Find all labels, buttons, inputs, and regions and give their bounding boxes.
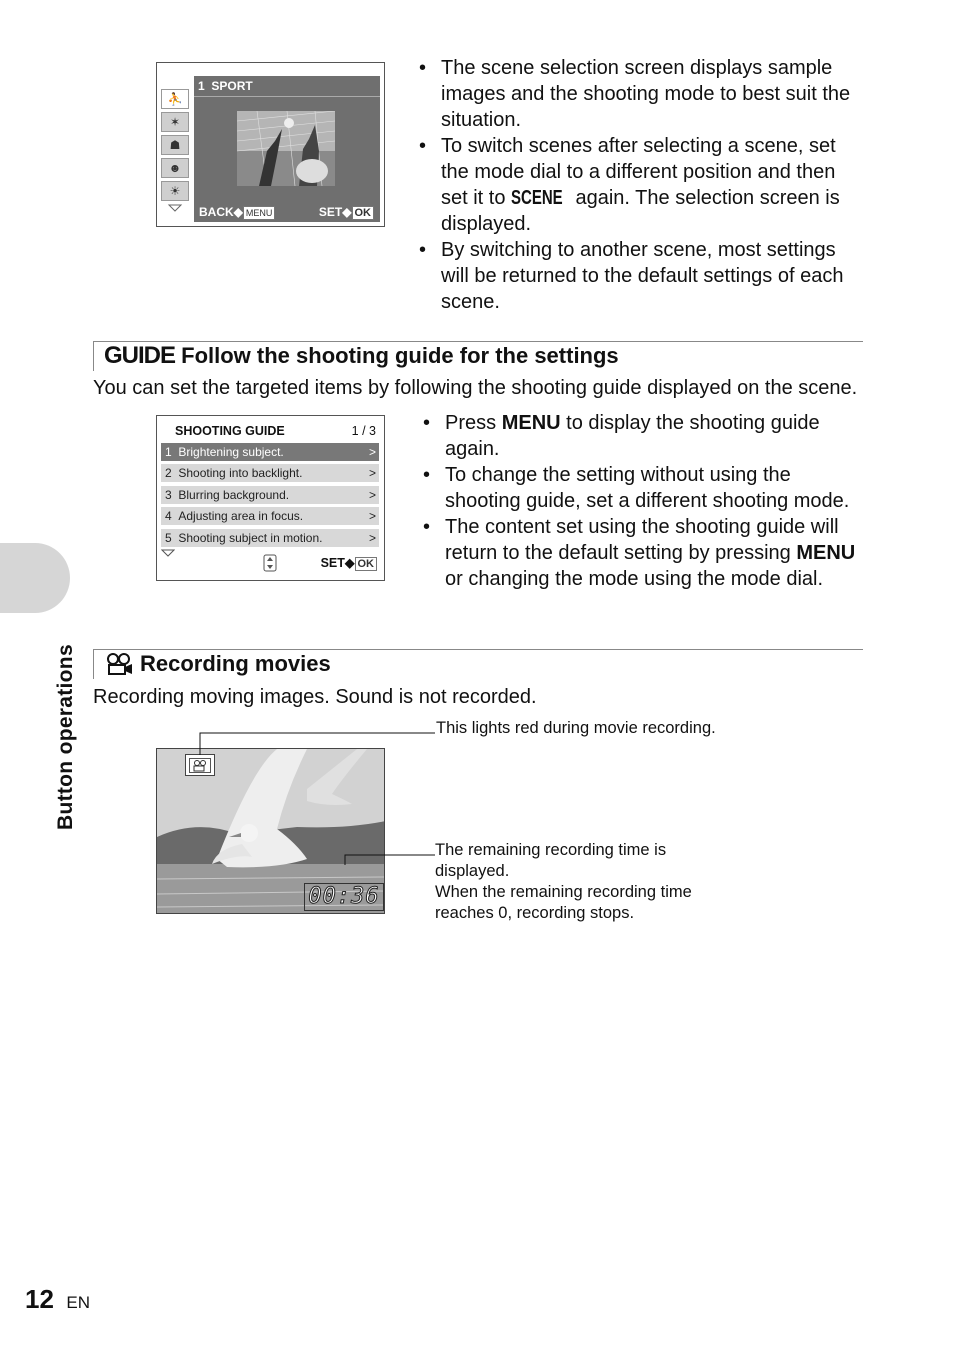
candle-scene-icon: ☻ — [161, 158, 189, 178]
section-tab — [0, 543, 70, 613]
list-item[interactable]: 5 Shooting subject in motion. > — [161, 529, 379, 547]
language-code: EN — [66, 1293, 90, 1312]
movie-camera-icon — [104, 652, 134, 676]
indoor-scene-icon: ☗ — [161, 135, 189, 155]
scene-mode-symbol: SCENE — [511, 187, 563, 209]
callout-remaining-time: The remaining recording time is displayed. When the remaining recording time reaches 0, recording stops. — [435, 841, 692, 922]
guide-icon: GUIDE — [104, 342, 176, 369]
guide-intro: You can set the targeted items by following the shooting guide displayed on the scene. — [93, 377, 858, 399]
sunset-scene-icon: ☀ — [161, 181, 189, 201]
scene-title: 1 SPORT — [198, 79, 253, 93]
section-label: Button operations — [54, 644, 77, 830]
list-item[interactable]: 4 Adjusting area in focus. > — [161, 507, 379, 525]
list-item[interactable]: 1 Brightening subject. > — [161, 443, 379, 461]
shooting-guide-screen — [156, 415, 385, 581]
list-item: • The scene selection screen displays sample images and the shooting mode to best suit the situation. — [417, 55, 862, 133]
ok-key-icon: OK — [352, 206, 375, 220]
scene-footer-bar: BACK◆ MENU SET◆ OK — [194, 203, 380, 222]
movie-section-title: Recording movies — [140, 651, 331, 676]
ok-key-icon: OK — [355, 557, 378, 571]
callout-lines — [195, 725, 440, 865]
page-footer — [25, 1284, 90, 1315]
guide-section-title: GUIDE Follow the shooting guide for the settings — [104, 342, 619, 369]
guide-notes — [421, 410, 866, 592]
list-item[interactable]: 2 Shooting into backlight. > — [161, 464, 379, 482]
sport-scene-icon: ⛹ — [161, 89, 189, 109]
menu-key-icon: MENU — [243, 206, 276, 220]
guide-screen-title: SHOOTING GUIDE — [175, 424, 285, 438]
list-item: • To switch scenes after selecting a scene, set the mode dial to a different position and then set it to SCENE again. The selection screen is displayed. — [417, 133, 862, 237]
list-item: • By switching to another scene, most settings will be returned to the default settings of each scene. — [417, 237, 862, 315]
scene-icon-list — [161, 89, 189, 213]
back-label: BACK — [199, 205, 234, 219]
list-item: • The content set using the shooting guide will return to the default setting by pressing MENU or changing the mode using the mode dial. — [421, 514, 866, 592]
section-divider — [93, 649, 863, 650]
set-label: SET — [318, 205, 343, 219]
scroll-down-icon — [161, 549, 175, 557]
callout-recording-light: This lights red during movie recording. — [436, 719, 716, 737]
sport-sample-image — [237, 111, 335, 186]
list-item[interactable]: 3 Blurring background. > — [161, 486, 379, 504]
scene-notes — [417, 55, 862, 315]
remaining-time-display: 00:36 — [304, 883, 384, 911]
scroll-down-icon — [161, 203, 189, 213]
night-portrait-scene-icon: ✶ — [161, 112, 189, 132]
scene-selection-screen — [156, 62, 385, 227]
page-number: 12 — [25, 1284, 54, 1314]
guide-set-hint: SET◆ OK — [321, 555, 377, 571]
guide-page-indicator: 1 / 3 — [351, 424, 376, 438]
scene-preview-panel — [194, 76, 380, 203]
up-down-arrows-icon — [263, 554, 277, 572]
list-item: • Press MENU to display the shooting guide again. — [421, 410, 866, 462]
list-item: • To change the setting without using the shooting guide, set a different shooting mode. — [421, 462, 866, 514]
movie-intro: Recording moving images. Sound is not recorded. — [93, 686, 537, 708]
